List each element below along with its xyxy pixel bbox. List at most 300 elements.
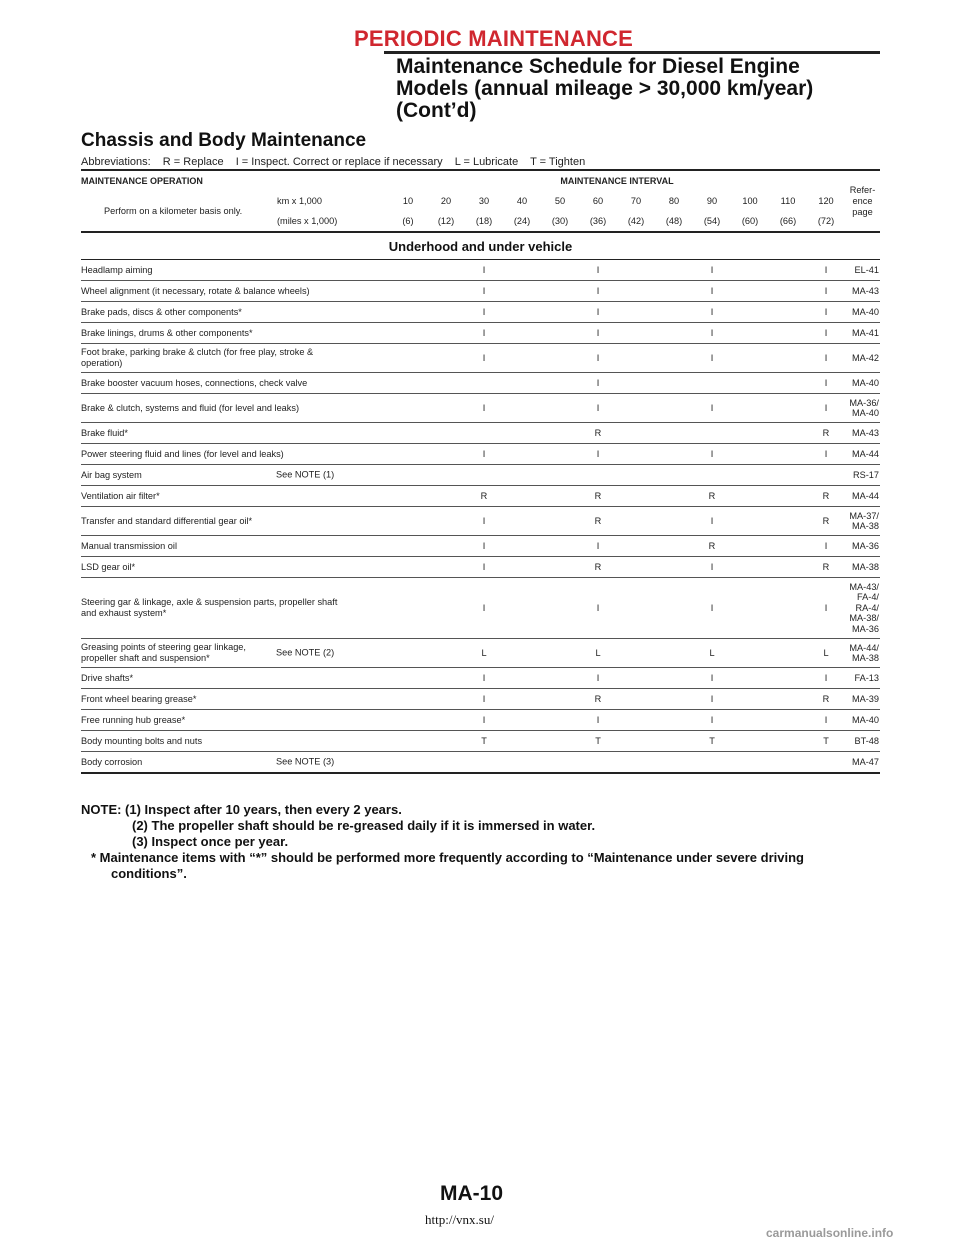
- interval-cell: I: [824, 541, 828, 551]
- perform-text: Perform on a kilometer basis only.: [104, 206, 243, 216]
- interval-cell: I: [482, 449, 486, 459]
- interval-cell: [655, 731, 693, 752]
- interval-cell: [731, 260, 769, 281]
- interval-cell: [503, 668, 541, 689]
- interval-cell: R: [822, 562, 830, 572]
- interval-cell: I: [710, 307, 714, 317]
- interval-km: 50: [554, 196, 566, 206]
- operation-cell: [81, 710, 389, 731]
- reference-page: MA-37/ MA-38: [849, 510, 879, 531]
- interval-km: 30: [478, 196, 490, 206]
- interval-cell: [617, 557, 655, 578]
- interval-cell: [389, 639, 427, 668]
- operation-cell: [81, 507, 389, 536]
- operation-name: Transfer and standard differential gear oil*: [81, 515, 253, 526]
- interval-cell: [617, 444, 655, 465]
- interval-cell: [769, 302, 807, 323]
- interval-cell: [731, 507, 769, 536]
- interval-cell: [541, 302, 579, 323]
- interval-cell: [655, 752, 693, 774]
- interval-cell: [731, 323, 769, 344]
- interval-cell: [769, 507, 807, 536]
- note-line: NOTE: (1) Inspect after 10 years, then every 2 years.: [81, 802, 402, 817]
- interval-cell: [541, 689, 579, 710]
- operation-name: Free running hub grease*: [81, 714, 186, 725]
- interval-cell: [503, 752, 541, 774]
- operation-cell: [81, 444, 389, 465]
- interval-cell: [389, 344, 427, 373]
- interval-cell: [617, 323, 655, 344]
- interval-cell: [769, 639, 807, 668]
- operation-cell: [81, 536, 389, 557]
- interval-cell: I: [482, 603, 486, 613]
- interval-cell: [503, 639, 541, 668]
- interval-cell: [541, 536, 579, 557]
- interval-km: 40: [516, 196, 528, 206]
- interval-cell: [503, 344, 541, 373]
- interval-cell: I: [596, 541, 600, 551]
- interval-cell: [503, 486, 541, 507]
- interval-cell: [503, 302, 541, 323]
- interval-cell: [769, 578, 807, 639]
- interval-cell: [541, 444, 579, 465]
- note-line: conditions”.: [111, 866, 187, 881]
- interval-cell: [617, 689, 655, 710]
- interval-cell: R: [480, 491, 488, 501]
- operation-cell: [81, 731, 389, 752]
- section-heading: Chassis and Body Maintenance: [81, 130, 367, 151]
- operation-cell: [81, 639, 389, 668]
- operation-name: Body corrosion: [81, 756, 143, 767]
- interval-cell: [579, 465, 617, 486]
- ref-page-label: Refer- ence page: [849, 184, 876, 217]
- interval-cell: [427, 344, 465, 373]
- interval-cell: I: [596, 265, 600, 275]
- interval-cell: [427, 486, 465, 507]
- notes-block: [81, 802, 881, 882]
- interval-cell: [389, 486, 427, 507]
- interval-cell: [541, 507, 579, 536]
- interval-cell: L: [823, 648, 829, 658]
- interval-cell: [389, 578, 427, 639]
- interval-cell: [769, 668, 807, 689]
- section-row: [81, 232, 880, 260]
- interval-cell: [655, 536, 693, 557]
- interval-cell: I: [482, 353, 486, 363]
- interval-cell: [427, 752, 465, 774]
- interval-cell: I: [482, 562, 486, 572]
- reference-page: FA-13: [854, 672, 879, 683]
- table-row: [81, 710, 880, 731]
- table-row: [81, 557, 880, 578]
- interval-cell: [389, 281, 427, 302]
- operation-cell: [81, 373, 389, 394]
- interval-cell: [731, 281, 769, 302]
- interval-cell: [503, 578, 541, 639]
- interval-cell: [693, 752, 731, 774]
- interval-cell: I: [482, 286, 486, 296]
- operation-name: Brake linings, drums & other components*: [81, 327, 253, 338]
- operation-name: Drive shafts*: [81, 672, 134, 683]
- interval-cell: I: [482, 541, 486, 551]
- interval-miles: (6): [402, 216, 414, 226]
- interval-cell: [769, 281, 807, 302]
- interval-cell: [427, 373, 465, 394]
- interval-cell: [389, 752, 427, 774]
- operation-note: See NOTE (2): [276, 647, 335, 658]
- operation-cell: [81, 344, 389, 373]
- interval-cell: L: [595, 648, 601, 658]
- reference-page: MA-43/ FA-4/ RA-4/ MA-38/ MA-36: [849, 581, 879, 634]
- interval-cell: [389, 668, 427, 689]
- interval-cell: [541, 260, 579, 281]
- interval-cell: [617, 639, 655, 668]
- interval-cell: [731, 536, 769, 557]
- interval-cell: [617, 668, 655, 689]
- abbreviation-item: T = Tighten: [530, 156, 586, 168]
- interval-cell: I: [482, 328, 486, 338]
- operation-name: Greasing points of steering gear linkage, propeller shaft and suspension*: [81, 642, 246, 663]
- interval-cell: [769, 423, 807, 444]
- interval-cell: [541, 731, 579, 752]
- maintenance-table: [81, 169, 880, 774]
- interval-cell: [503, 465, 541, 486]
- operation-label: MAINTENANCE OPERATION: [81, 176, 203, 186]
- interval-km: 80: [668, 196, 680, 206]
- operation-cell: [81, 465, 389, 486]
- interval-cell: [731, 344, 769, 373]
- km-label: km x 1,000: [277, 196, 322, 206]
- interval-cell: [617, 281, 655, 302]
- interval-cell: [389, 444, 427, 465]
- interval-cell: [389, 465, 427, 486]
- interval-cell: [731, 423, 769, 444]
- interval-cell: I: [710, 328, 714, 338]
- interval-cell: [541, 668, 579, 689]
- interval-cell: T: [595, 736, 601, 746]
- interval-cell: [731, 731, 769, 752]
- interval-km: 110: [780, 196, 796, 206]
- interval-cell: [769, 394, 807, 423]
- interval-cell: [807, 752, 845, 774]
- abbreviation-item: L = Lubricate: [454, 156, 519, 168]
- interval-cell: I: [824, 353, 828, 363]
- interval-cell: [389, 260, 427, 281]
- operation-cell: [81, 689, 389, 710]
- interval-cell: I: [596, 307, 600, 317]
- interval-km: 20: [440, 196, 452, 206]
- interval-cell: [655, 444, 693, 465]
- interval-label: MAINTENANCE INTERVAL: [560, 176, 674, 186]
- operation-name: Brake fluid*: [81, 427, 128, 438]
- table-row: [81, 344, 880, 373]
- interval-cell: [541, 578, 579, 639]
- table-row: [81, 373, 880, 394]
- interval-miles: (48): [665, 216, 683, 226]
- operation-cell: [81, 752, 389, 774]
- interval-cell: [427, 557, 465, 578]
- interval-cell: [503, 689, 541, 710]
- interval-cell: I: [482, 307, 486, 317]
- interval-cell: I: [824, 603, 828, 613]
- operation-name: Ventilation air filter*: [81, 490, 160, 501]
- interval-cell: [427, 507, 465, 536]
- interval-cell: [769, 557, 807, 578]
- interval-cell: [769, 444, 807, 465]
- table-row: [81, 465, 880, 486]
- operation-cell: [81, 260, 389, 281]
- reference-page: MA-40: [851, 377, 879, 388]
- table-row: [81, 394, 880, 423]
- operation-note: See NOTE (1): [276, 469, 335, 480]
- header-interval: [389, 170, 845, 232]
- interval-cell: [503, 323, 541, 344]
- operation-name: Body mounting bolts and nuts: [81, 735, 203, 746]
- operation-name: LSD gear oil*: [81, 561, 136, 572]
- reference-page: MA-42: [851, 352, 879, 363]
- interval-cell: R: [708, 491, 716, 501]
- interval-cell: [617, 536, 655, 557]
- operation-name: Power steering fluid and lines (for level and leaks): [81, 448, 284, 459]
- interval-cell: T: [709, 736, 715, 746]
- interval-cell: R: [594, 428, 602, 438]
- reference-page: MA-40: [851, 306, 879, 317]
- interval-cell: [465, 423, 503, 444]
- interval-cell: I: [710, 516, 714, 526]
- reference-page: MA-40: [851, 714, 879, 725]
- interval-cell: [427, 281, 465, 302]
- interval-cell: [731, 578, 769, 639]
- interval-cell: I: [710, 353, 714, 363]
- operation-name: Wheel alignment (it necessary, rotate & balance wheels): [81, 285, 310, 296]
- interval-cell: [617, 507, 655, 536]
- interval-cell: [769, 486, 807, 507]
- table-row: [81, 668, 880, 689]
- reference-page: BT-48: [854, 735, 879, 746]
- interval-cell: [389, 423, 427, 444]
- table-row: [81, 260, 880, 281]
- table-row: [81, 731, 880, 752]
- interval-cell: [693, 373, 731, 394]
- interval-cell: [389, 731, 427, 752]
- reference-page: MA-47: [851, 756, 879, 767]
- interval-cell: [427, 668, 465, 689]
- interval-cell: I: [710, 715, 714, 725]
- interval-cell: [503, 507, 541, 536]
- interval-cell: I: [824, 673, 828, 683]
- interval-cell: L: [709, 648, 715, 658]
- interval-cell: [731, 557, 769, 578]
- interval-cell: I: [596, 673, 600, 683]
- interval-cell: R: [822, 491, 830, 501]
- interval-cell: [389, 373, 427, 394]
- interval-cell: I: [824, 328, 828, 338]
- title-line: Models (annual mileage > 30,000 km/year): [396, 77, 814, 100]
- operation-cell: [81, 302, 389, 323]
- interval-cell: [655, 557, 693, 578]
- interval-cell: I: [596, 603, 600, 613]
- interval-cell: [731, 394, 769, 423]
- interval-cell: [427, 465, 465, 486]
- note-line: * Maintenance items with “*” should be performed more frequently according to “Maintenance under severe driving: [91, 850, 804, 865]
- interval-cell: [617, 710, 655, 731]
- interval-cell: [617, 465, 655, 486]
- interval-cell: [465, 752, 503, 774]
- interval-cell: I: [710, 603, 714, 613]
- operation-cell: [81, 578, 389, 639]
- interval-cell: I: [596, 449, 600, 459]
- interval-cell: [769, 323, 807, 344]
- table-row: [81, 536, 880, 557]
- interval-miles: (24): [513, 216, 531, 226]
- interval-cell: I: [824, 449, 828, 459]
- page-number: MA-10: [440, 1182, 504, 1205]
- table-row: [81, 689, 880, 710]
- interval-cell: I: [482, 265, 486, 275]
- interval-cell: R: [822, 516, 830, 526]
- interval-cell: T: [823, 736, 829, 746]
- interval-cell: [427, 260, 465, 281]
- reference-page: MA-36/ MA-40: [849, 397, 879, 418]
- interval-cell: [503, 444, 541, 465]
- interval-km: 10: [402, 196, 414, 206]
- interval-cell: [427, 323, 465, 344]
- table-header-row: [81, 170, 880, 232]
- interval-cell: [503, 536, 541, 557]
- interval-cell: [655, 578, 693, 639]
- interval-cell: [731, 302, 769, 323]
- note-line: (3) Inspect once per year.: [132, 834, 289, 849]
- interval-cell: I: [482, 403, 486, 413]
- section-title: PERIODIC MAINTENANCE: [354, 26, 634, 51]
- interval-cell: [655, 344, 693, 373]
- interval-miles: (30): [551, 216, 569, 226]
- reference-page: MA-36: [851, 540, 879, 551]
- interval-cell: [389, 536, 427, 557]
- operation-cell: [81, 668, 389, 689]
- interval-cell: I: [710, 403, 714, 413]
- interval-cell: I: [482, 694, 486, 704]
- interval-cell: [427, 639, 465, 668]
- interval-cell: [617, 423, 655, 444]
- interval-cell: [389, 394, 427, 423]
- interval-cell: [617, 394, 655, 423]
- interval-cell: [769, 710, 807, 731]
- reference-page: MA-44: [851, 448, 879, 459]
- interval-cell: I: [824, 265, 828, 275]
- interval-km: 120: [818, 196, 834, 206]
- interval-cell: [769, 373, 807, 394]
- interval-cell: [541, 423, 579, 444]
- header-operation: [81, 170, 389, 232]
- interval-miles: (72): [817, 216, 835, 226]
- operation-name: Brake booster vacuum hoses, connections, check valve: [81, 377, 308, 388]
- interval-cell: [465, 465, 503, 486]
- header-rule: [384, 51, 880, 54]
- abbreviation-item: I = Inspect. Correct or replace if necessary: [235, 156, 443, 168]
- operation-name: Steering gar & linkage, axle & suspension parts, propeller shaft and exhaust system*: [81, 597, 338, 618]
- note-line: (2) The propeller shaft should be re-greased daily if it is immersed in water.: [132, 818, 596, 833]
- source-url[interactable]: http://vnx.su/: [425, 1212, 494, 1227]
- interval-cell: [541, 465, 579, 486]
- interval-cell: [617, 373, 655, 394]
- interval-cell: I: [824, 378, 828, 388]
- interval-cell: I: [596, 715, 600, 725]
- interval-cell: I: [596, 353, 600, 363]
- interval-cell: [769, 731, 807, 752]
- interval-cell: [769, 689, 807, 710]
- table-row: [81, 752, 880, 774]
- interval-cell: [655, 302, 693, 323]
- interval-cell: I: [710, 449, 714, 459]
- interval-cell: [731, 465, 769, 486]
- table-row: [81, 423, 880, 444]
- interval-cell: T: [481, 736, 487, 746]
- interval-cell: [731, 444, 769, 465]
- interval-cell: [579, 752, 617, 774]
- interval-cell: [541, 394, 579, 423]
- interval-cell: [541, 752, 579, 774]
- interval-cell: [655, 281, 693, 302]
- operation-name: Brake pads, discs & other components*: [81, 306, 242, 317]
- interval-cell: [655, 710, 693, 731]
- interval-cell: I: [596, 403, 600, 413]
- document-title: [396, 56, 813, 122]
- operation-cell: [81, 323, 389, 344]
- interval-cell: R: [708, 541, 716, 551]
- table-row: [81, 281, 880, 302]
- interval-cell: R: [594, 694, 602, 704]
- interval-cell: [541, 281, 579, 302]
- interval-cell: [427, 444, 465, 465]
- interval-cell: [503, 260, 541, 281]
- reference-page: MA-44: [851, 490, 879, 501]
- interval-cell: R: [594, 491, 602, 501]
- interval-cell: I: [824, 715, 828, 725]
- interval-km: 60: [592, 196, 604, 206]
- operation-cell: [81, 423, 389, 444]
- interval-cell: [389, 689, 427, 710]
- operation-name: Air bag system: [81, 469, 142, 480]
- interval-cell: [655, 486, 693, 507]
- abbreviations-lead: Abbreviations:: [81, 156, 151, 168]
- interval-cell: [503, 731, 541, 752]
- interval-cell: I: [482, 715, 486, 725]
- miles-label: (miles x 1,000): [277, 216, 338, 226]
- interval-cell: [655, 373, 693, 394]
- section-label: Underhood and under vehicle: [388, 238, 573, 254]
- interval-cell: [503, 394, 541, 423]
- interval-cell: [389, 323, 427, 344]
- interval-cell: [427, 578, 465, 639]
- interval-cell: [427, 689, 465, 710]
- reference-page: MA-41: [851, 327, 879, 338]
- interval-cell: [693, 465, 731, 486]
- interval-cell: R: [822, 428, 830, 438]
- interval-cell: I: [482, 673, 486, 683]
- interval-cell: [769, 260, 807, 281]
- interval-cell: [503, 373, 541, 394]
- interval-miles: (36): [589, 216, 607, 226]
- interval-cell: [541, 323, 579, 344]
- interval-cell: [389, 507, 427, 536]
- operation-name: Headlamp aiming: [81, 264, 153, 275]
- interval-miles: (54): [703, 216, 721, 226]
- table-row: [81, 486, 880, 507]
- interval-cell: I: [596, 328, 600, 338]
- interval-km: 100: [742, 196, 758, 206]
- interval-cell: I: [824, 307, 828, 317]
